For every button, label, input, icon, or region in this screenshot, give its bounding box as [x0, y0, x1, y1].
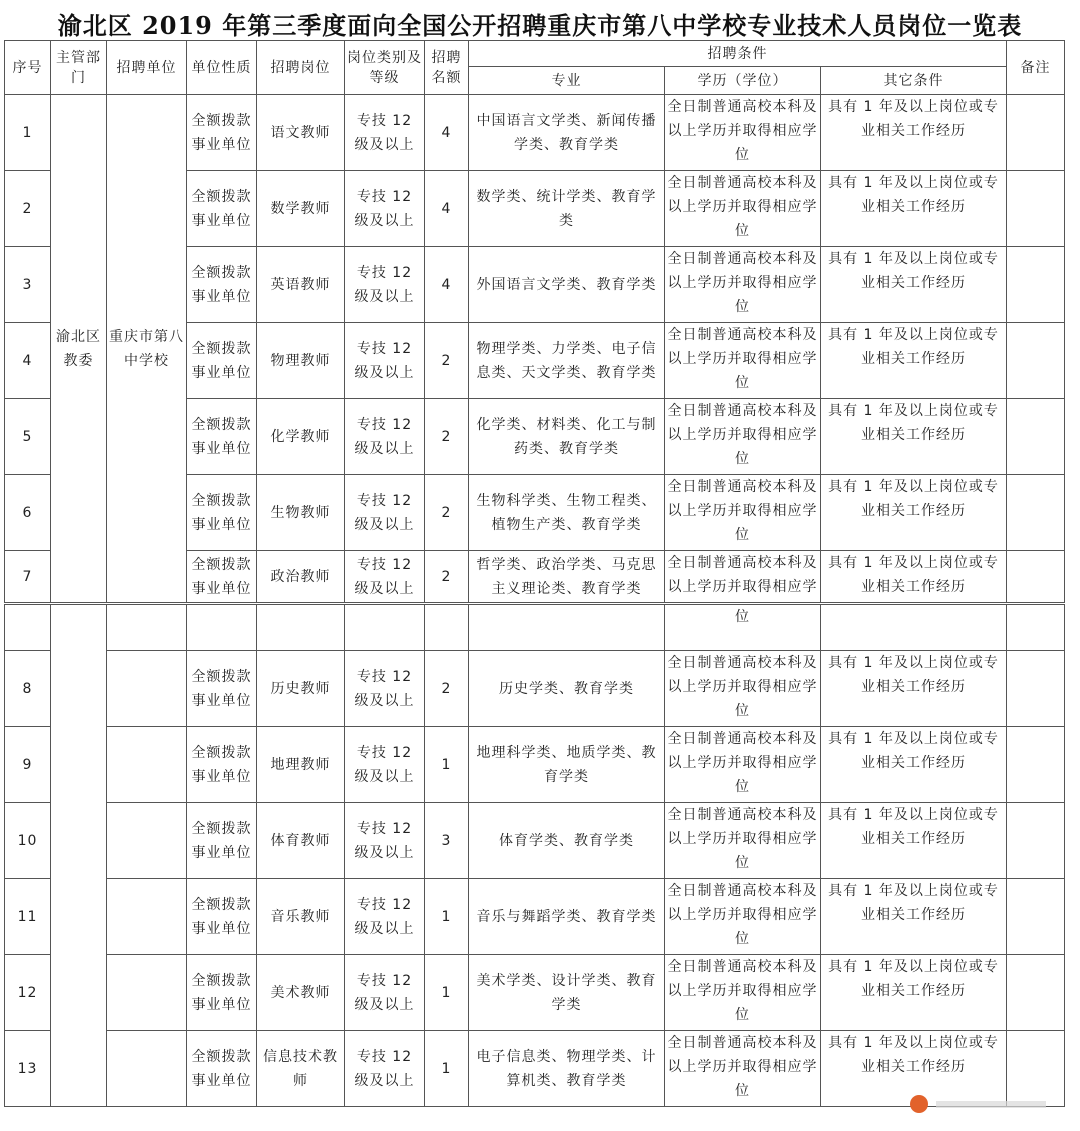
cell-category: 专技 12 级及以上: [345, 879, 425, 955]
cell-count: 2: [425, 475, 469, 551]
cell-remark: [1007, 727, 1065, 803]
cell-edu: 全日制普通高校本科及以上学历并取得相应学位: [665, 651, 821, 727]
cell-count: 1: [425, 1031, 469, 1107]
cell-seq: 9: [5, 727, 51, 803]
cell-major: 音乐与舞蹈学类、教育学类: [469, 879, 665, 955]
header-conditions: 招聘条件: [469, 41, 1007, 67]
cell-other: 具有 1 年及以上岗位或专业相关工作经历: [821, 399, 1007, 475]
cell-empty: [345, 605, 425, 651]
cell-major: 外国语言文学类、教育学类: [469, 247, 665, 323]
cell-edu: 全日制普通高校本科及以上学历并取得相应学位: [665, 95, 821, 171]
cell-nature: 全额拨款事业单位: [187, 1031, 257, 1107]
cell-unit: 重庆市第八中学校: [107, 95, 187, 603]
header-post: 招聘岗位: [257, 41, 345, 95]
logo-icon: [910, 1095, 928, 1113]
cell-empty: [469, 605, 665, 651]
cell-other: 具有 1 年及以上岗位或专业相关工作经历: [821, 551, 1007, 603]
cell-count: 3: [425, 803, 469, 879]
cell-count: 4: [425, 171, 469, 247]
header-edu: 学历（学位）: [665, 67, 821, 95]
cell-category: 专技 12 级及以上: [345, 727, 425, 803]
cell-seq: 6: [5, 475, 51, 551]
cell-post: 音乐教师: [257, 879, 345, 955]
cell-seq: 10: [5, 803, 51, 879]
cell-edu: 全日制普通高校本科及以上学历并取得相应学位: [665, 803, 821, 879]
cell-remark: [1007, 475, 1065, 551]
cell-other: 具有 1 年及以上岗位或专业相关工作经历: [821, 95, 1007, 171]
cell-edu: 全日制普通高校本科及以上学历并取得相应学位: [665, 171, 821, 247]
cell-major: 生物科学类、生物工程类、植物生产类、教育学类: [469, 475, 665, 551]
header-unit: 招聘单位: [107, 41, 187, 95]
cell-post: 信息技术教师: [257, 1031, 345, 1107]
cell-post: 数学教师: [257, 171, 345, 247]
cell-unit: [107, 955, 187, 1031]
cell-major: 体育学类、教育学类: [469, 803, 665, 879]
table-row-continued: [5, 605, 1065, 651]
cell-category: 专技 12 级及以上: [345, 323, 425, 399]
cell-seq: 12: [5, 955, 51, 1031]
header-nature: 单位性质: [187, 41, 257, 95]
cell-remark: [1007, 399, 1065, 475]
cell-major: 地理科学类、地质学类、教育学类: [469, 727, 665, 803]
cell-remark: [1007, 247, 1065, 323]
cell-count: 4: [425, 247, 469, 323]
cell-other: 具有 1 年及以上岗位或专业相关工作经历: [821, 247, 1007, 323]
cell-category: 专技 12 级及以上: [345, 399, 425, 475]
cell-major: 美术学类、设计学类、教育学类: [469, 955, 665, 1031]
cell-seq: 5: [5, 399, 51, 475]
cell-post: 地理教师: [257, 727, 345, 803]
cell-major: 中国语言文学类、新闻传播学类、教育学类: [469, 95, 665, 171]
cell-seq: 2: [5, 171, 51, 247]
cell-edu: 全日制普通高校本科及以上学历并取得相应学: [665, 551, 821, 603]
cell-nature: 全额拨款事业单位: [187, 247, 257, 323]
cell-other: 具有 1 年及以上岗位或专业相关工作经历: [821, 475, 1007, 551]
cell-major: 物理学类、力学类、电子信息类、天文学类、教育学类: [469, 323, 665, 399]
cell-count: 1: [425, 727, 469, 803]
cell-edu: 全日制普通高校本科及以上学历并取得相应学位: [665, 955, 821, 1031]
cell-count: 1: [425, 955, 469, 1031]
cell-nature: 全额拨款事业单位: [187, 323, 257, 399]
cell-count: 4: [425, 95, 469, 171]
watermark-logo: [910, 1093, 1050, 1115]
cell-other: 具有 1 年及以上岗位或专业相关工作经历: [821, 803, 1007, 879]
cell-seq: 3: [5, 247, 51, 323]
cell-other: 具有 1 年及以上岗位或专业相关工作经历: [821, 171, 1007, 247]
cell-seq: 8: [5, 651, 51, 727]
recruitment-table-part1: [4, 40, 1065, 603]
cell-post: 体育教师: [257, 803, 345, 879]
table-row: [5, 1031, 1065, 1107]
page-title: 渝北区 2019 年第三季度面向全国公开招聘重庆市第八中学校专业技术人员岗位一览表: [57, 11, 1023, 40]
table-row: [5, 651, 1065, 727]
cell-other: 具有 1 年及以上岗位或专业相关工作经历: [821, 1031, 1007, 1107]
cell-nature: 全额拨款事业单位: [187, 651, 257, 727]
cell-seq: 7: [5, 551, 51, 603]
cell-major: 化学类、材料类、化工与制药类、教育学类: [469, 399, 665, 475]
cell-remark: [1007, 651, 1065, 727]
cell-major: 历史学类、教育学类: [469, 651, 665, 727]
cell-empty: [187, 605, 257, 651]
header-remark: 备注: [1007, 41, 1065, 95]
cell-unit: [107, 651, 187, 727]
cell-nature: 全额拨款事业单位: [187, 475, 257, 551]
cell-category: 专技 12 级及以上: [345, 475, 425, 551]
cell-category: 专技 12 级及以上: [345, 651, 425, 727]
cell-seq: 1: [5, 95, 51, 171]
cell-other: 具有 1 年及以上岗位或专业相关工作经历: [821, 323, 1007, 399]
cell-post: 美术教师: [257, 955, 345, 1031]
cell-count: 1: [425, 879, 469, 955]
cell-category: 专技 12 级及以上: [345, 551, 425, 603]
cell-other: 具有 1 年及以上岗位或专业相关工作经历: [821, 727, 1007, 803]
cell-category: 专技 12 级及以上: [345, 95, 425, 171]
cell-empty: [1007, 605, 1065, 651]
cell-post: 语文教师: [257, 95, 345, 171]
cell-edu: 全日制普通高校本科及以上学历并取得相应学位: [665, 247, 821, 323]
cell-remark: [1007, 323, 1065, 399]
cell-nature: 全额拨款事业单位: [187, 803, 257, 879]
cell-unit: [107, 727, 187, 803]
cell-empty: [107, 605, 187, 651]
cell-seq: 4: [5, 323, 51, 399]
cell-post: 政治教师: [257, 551, 345, 603]
cell-category: 专技 12 级及以上: [345, 955, 425, 1031]
cell-count: 2: [425, 551, 469, 603]
cell-edu-continued: 位: [665, 605, 821, 651]
header-major: 专业: [469, 67, 665, 95]
cell-nature: 全额拨款事业单位: [187, 955, 257, 1031]
cell-remark: [1007, 551, 1065, 603]
cell-count: 2: [425, 323, 469, 399]
cell-other: 具有 1 年及以上岗位或专业相关工作经历: [821, 651, 1007, 727]
cell-remark: [1007, 95, 1065, 171]
cell-edu: 全日制普通高校本科及以上学历并取得相应学位: [665, 399, 821, 475]
cell-count: 2: [425, 651, 469, 727]
cell-nature: 全额拨款事业单位: [187, 95, 257, 171]
cell-dept: 渝北区教委: [51, 95, 107, 603]
table-row: [5, 955, 1065, 1031]
cell-seq: 13: [5, 1031, 51, 1107]
header-other: 其它条件: [821, 67, 1007, 95]
table-row: [5, 95, 1065, 171]
cell-major: 数学类、统计学类、教育学类: [469, 171, 665, 247]
cell-edu: 全日制普通高校本科及以上学历并取得相应学位: [665, 879, 821, 955]
cell-major: 哲学类、政治学类、马克思主义理论类、教育学类: [469, 551, 665, 603]
cell-nature: 全额拨款事业单位: [187, 171, 257, 247]
cell-edu: 全日制普通高校本科及以上学历并取得相应学位: [665, 323, 821, 399]
cell-nature: 全额拨款事业单位: [187, 551, 257, 603]
cell-nature: 全额拨款事业单位: [187, 399, 257, 475]
recruitment-table-part2: [4, 604, 1065, 1107]
cell-category: 专技 12 级及以上: [345, 803, 425, 879]
cell-unit: [107, 803, 187, 879]
cell-unit: [107, 879, 187, 955]
cell-dept-continued: [51, 605, 107, 1107]
cell-edu: 全日制普通高校本科及以上学历并取得相应学位: [665, 727, 821, 803]
cell-other: 具有 1 年及以上岗位或专业相关工作经历: [821, 955, 1007, 1031]
cell-category: 专技 12 级及以上: [345, 1031, 425, 1107]
header-seq: 序号: [5, 41, 51, 95]
cell-post: 历史教师: [257, 651, 345, 727]
cell-nature: 全额拨款事业单位: [187, 727, 257, 803]
cell-remark: [1007, 803, 1065, 879]
header-category: 岗位类别及等级: [345, 41, 425, 95]
header-dept: 主管部门: [51, 41, 107, 95]
header-count: 招聘名额: [425, 41, 469, 95]
cell-edu: 全日制普通高校本科及以上学历并取得相应学位: [665, 475, 821, 551]
cell-nature: 全额拨款事业单位: [187, 879, 257, 955]
cell-post: 物理教师: [257, 323, 345, 399]
cell-post: 英语教师: [257, 247, 345, 323]
cell-remark: [1007, 171, 1065, 247]
cell-empty: [5, 605, 51, 651]
cell-category: 专技 12 级及以上: [345, 247, 425, 323]
cell-empty: [425, 605, 469, 651]
cell-remark: [1007, 879, 1065, 955]
cell-unit: [107, 1031, 187, 1107]
cell-edu: 全日制普通高校本科及以上学历并取得相应学位: [665, 1031, 821, 1107]
table-row: [5, 879, 1065, 955]
table-row: [5, 727, 1065, 803]
table-row: [5, 803, 1065, 879]
cell-major: 电子信息类、物理学类、计算机类、教育学类: [469, 1031, 665, 1107]
cell-category: 专技 12 级及以上: [345, 171, 425, 247]
cell-post: 化学教师: [257, 399, 345, 475]
cell-count: 2: [425, 399, 469, 475]
cell-other: 具有 1 年及以上岗位或专业相关工作经历: [821, 879, 1007, 955]
cell-empty: [257, 605, 345, 651]
cell-remark: [1007, 955, 1065, 1031]
cell-post: 生物教师: [257, 475, 345, 551]
cell-empty: [821, 605, 1007, 651]
cell-seq: 11: [5, 879, 51, 955]
